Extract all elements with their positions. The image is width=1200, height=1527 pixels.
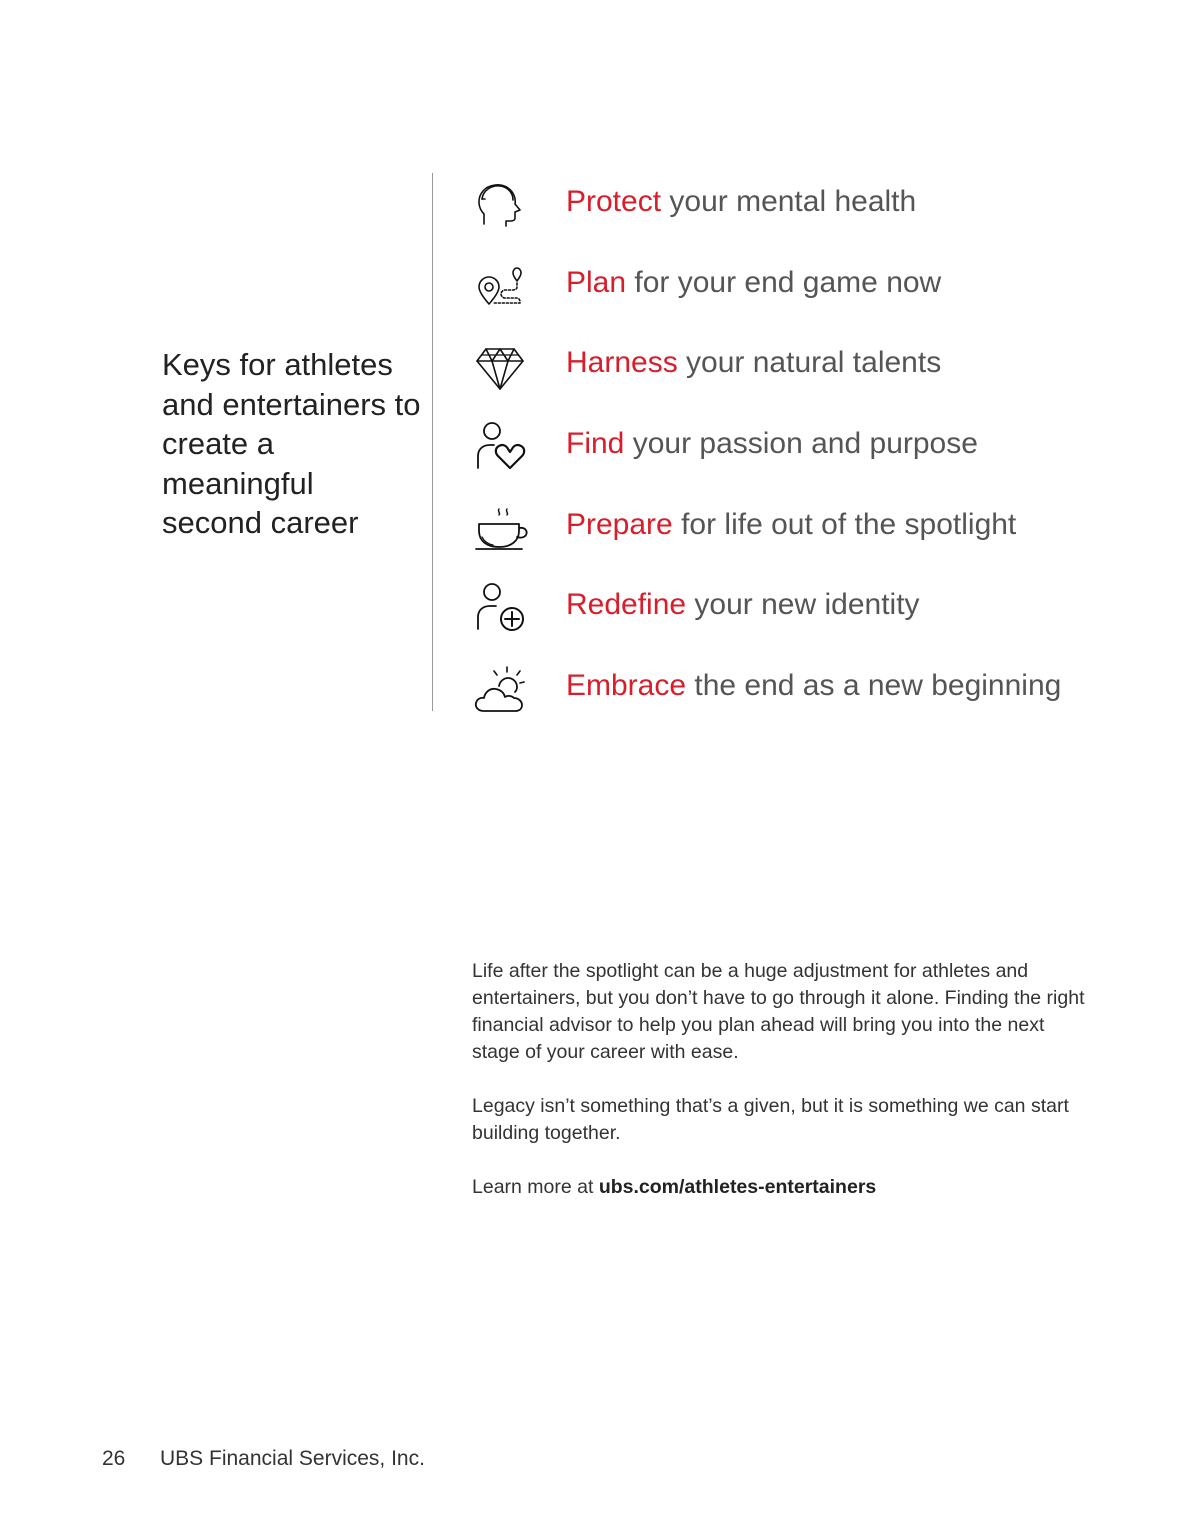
- key-verb: Redefine: [566, 588, 687, 622]
- sun-cloud-icon: [470, 660, 530, 720]
- head-icon: [470, 176, 530, 236]
- key-verb: Plan: [566, 265, 627, 299]
- key-text: [566, 505, 1016, 545]
- key-item-redefine: [470, 573, 1170, 654]
- coffee-cup-icon: [470, 499, 530, 559]
- learn-more: [472, 1174, 1097, 1201]
- learn-more-prefix: Learn more at: [472, 1176, 599, 1198]
- diamond-icon: [470, 337, 530, 397]
- key-item-plan: [470, 251, 1170, 332]
- key-verb: Protect: [566, 185, 662, 218]
- person-plus-icon: [470, 579, 530, 639]
- learn-more-link[interactable]: ubs.com/athletes-entertainers: [598, 1176, 877, 1198]
- keys-list: [470, 170, 1170, 735]
- footer-company: UBS Financial Services, Inc.: [160, 1447, 425, 1470]
- key-text: [566, 424, 978, 464]
- body-paragraph: Life after the spotlight can be a huge adjustment for athletes and entertainers, but you don’t have to go through it alone. Finding the right financial advisor to help you plan ahead will bring you into the next stage of your career with ease.: [472, 960, 1085, 1063]
- vertical-divider: [432, 173, 433, 711]
- key-item-embrace: [470, 654, 1170, 735]
- body-paragraph: Legacy isn’t something that’s a given, but it is something we can start building together.: [472, 1095, 1069, 1144]
- key-rest: for life out of the spotlight: [672, 507, 1017, 541]
- intro-heading: Keys for athletes and entertainers to create a meaningful second career: [162, 347, 421, 540]
- key-text: [566, 263, 941, 303]
- key-verb: Embrace: [566, 669, 687, 703]
- key-verb: Harness: [566, 346, 678, 380]
- key-item-protect: [470, 170, 1170, 251]
- key-text: [566, 666, 1061, 706]
- body-copy: [472, 958, 1097, 1228]
- key-verb: Find: [566, 427, 625, 461]
- key-rest: your new identity: [686, 588, 920, 622]
- key-item-find: [470, 412, 1170, 493]
- key-rest: your mental health: [661, 185, 917, 218]
- page-number: 26: [102, 1447, 126, 1470]
- person-heart-icon: [470, 418, 530, 478]
- page-footer: [102, 1444, 425, 1474]
- key-verb: Prepare: [566, 507, 673, 541]
- key-item-harness: [470, 331, 1170, 412]
- key-text: [566, 182, 916, 222]
- key-item-prepare: [470, 493, 1170, 574]
- key-text: [566, 585, 920, 625]
- key-text: [566, 343, 941, 383]
- key-rest: for your end game now: [626, 265, 942, 299]
- key-rest: the end as a new beginning: [686, 669, 1062, 703]
- key-rest: your natural talents: [677, 346, 942, 380]
- key-rest: your passion and purpose: [624, 427, 978, 461]
- map-route-icon: [470, 257, 530, 317]
